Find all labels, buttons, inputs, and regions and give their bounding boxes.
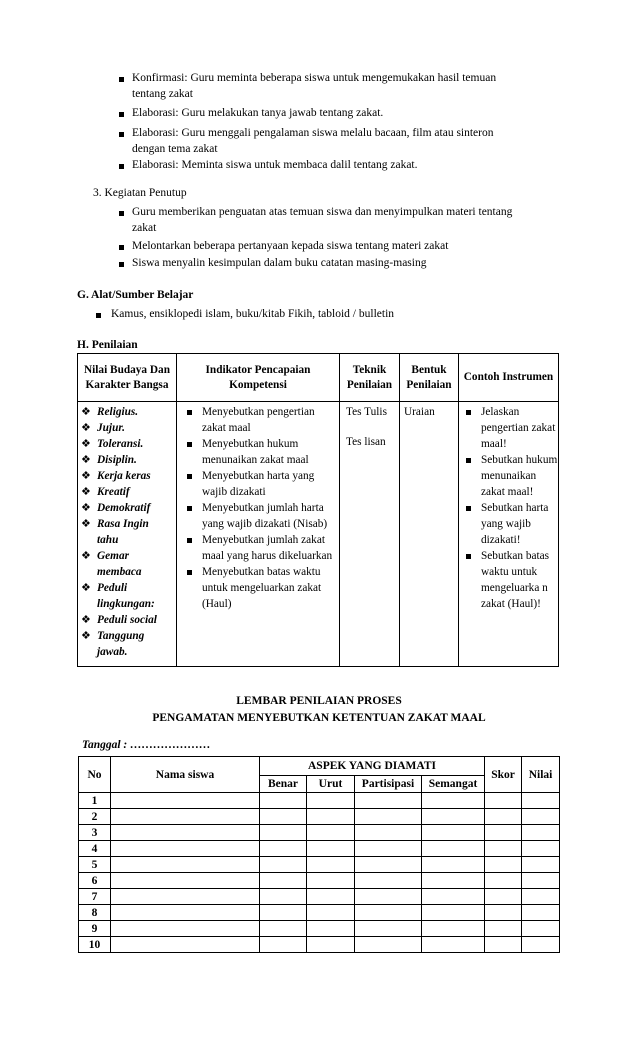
row-number: 6 <box>79 873 111 889</box>
penutup-heading: 3. Kegiatan Penutup <box>93 187 187 199</box>
empty-cell <box>307 905 355 921</box>
col-header-aspek: ASPEK YANG DIAMATI <box>260 757 485 776</box>
empty-cell <box>422 809 485 825</box>
diamond-bullet-icon: ❖ <box>81 630 91 642</box>
list-item: Siswa menyalin kesimpulan dalam buku catatan masing-masing <box>132 257 427 269</box>
empty-cell <box>485 841 522 857</box>
diamond-bullet-icon: ❖ <box>81 502 91 514</box>
penilaian-table <box>77 353 559 667</box>
table-row <box>79 905 560 921</box>
empty-cell <box>307 873 355 889</box>
empty-cell <box>422 825 485 841</box>
col-header-no: No <box>79 757 111 793</box>
teknik-item: Tes Tulis <box>346 406 387 418</box>
row-number: 5 <box>79 857 111 873</box>
empty-cell <box>522 841 560 857</box>
contoh-item: Jelaskan pengertian zakat maal! <box>459 404 558 452</box>
empty-cell <box>522 873 560 889</box>
list-item: Elaborasi: Meminta siswa untuk membaca dalil tentang zakat. <box>132 159 418 171</box>
contoh-cell <box>459 402 559 667</box>
empty-cell <box>522 809 560 825</box>
nilai-item: ❖ Rasa Ingin tahu <box>81 518 149 546</box>
bullet-icon <box>119 262 124 267</box>
contoh-item: Sebutkan batas waktu untuk mengeluarka n zakat (Haul)! <box>459 548 558 612</box>
empty-cell <box>307 825 355 841</box>
empty-cell <box>522 857 560 873</box>
empty-cell <box>111 905 260 921</box>
diamond-bullet-icon: ❖ <box>81 614 91 626</box>
table-row <box>79 873 560 889</box>
nilai-item: ❖ Peduli lingkungan: <box>81 582 155 610</box>
empty-cell <box>422 889 485 905</box>
diamond-bullet-icon: ❖ <box>81 470 91 482</box>
col-header-bentuk: Bentuk Penilaian <box>400 354 459 402</box>
empty-cell <box>307 921 355 937</box>
empty-cell <box>355 825 422 841</box>
bullet-icon <box>466 554 471 559</box>
empty-cell <box>355 793 422 809</box>
row-number: 10 <box>79 937 111 953</box>
empty-cell <box>522 937 560 953</box>
section-g-heading: G. Alat/Sumber Belajar <box>77 289 194 301</box>
bullet-icon <box>119 164 124 169</box>
diamond-bullet-icon: ❖ <box>81 582 91 594</box>
indikator-item: Menyebutkan pengertian zakat maal <box>177 404 336 436</box>
col-header-contoh: Contoh Instrumen <box>459 354 559 402</box>
col-header-indikator: Indikator Pencapaian Kompetensi <box>177 354 340 402</box>
nilai-item: ❖ Religius. <box>81 406 139 418</box>
empty-cell <box>355 857 422 873</box>
empty-cell <box>111 841 260 857</box>
empty-cell <box>422 937 485 953</box>
empty-cell <box>422 921 485 937</box>
empty-cell <box>485 857 522 873</box>
empty-cell <box>260 921 307 937</box>
table-row <box>79 889 560 905</box>
empty-cell <box>260 889 307 905</box>
col-header-teknik: Teknik Penilaian <box>340 354 400 402</box>
row-number: 8 <box>79 905 111 921</box>
empty-cell <box>111 825 260 841</box>
section-h-heading: H. Penilaian <box>77 339 138 351</box>
list-item: Melontarkan beberapa pertanyaan kepada siswa tentang materi zakat <box>132 240 449 252</box>
table-row <box>79 921 560 937</box>
nilai-item: ❖ Demokratif <box>81 502 151 514</box>
bullet-icon <box>96 313 101 318</box>
table-row <box>79 809 560 825</box>
contoh-item: Sebutkan hukum menunaikan zakat maal! <box>459 452 558 500</box>
indikator-cell <box>177 402 340 667</box>
teknik-cell <box>340 402 400 667</box>
row-number: 7 <box>79 889 111 905</box>
nilai-item: ❖ Kerja keras <box>81 470 151 482</box>
bullet-icon <box>466 410 471 415</box>
col-header-nama: Nama siswa <box>111 757 260 793</box>
diamond-bullet-icon: ❖ <box>81 406 91 418</box>
empty-cell <box>307 841 355 857</box>
empty-cell <box>522 905 560 921</box>
empty-cell <box>485 809 522 825</box>
empty-cell <box>485 937 522 953</box>
diamond-bullet-icon: ❖ <box>81 550 91 562</box>
empty-cell <box>260 873 307 889</box>
list-item-continuation: zakat <box>132 222 157 234</box>
bentuk-value: Uraian <box>404 406 435 418</box>
empty-cell <box>111 793 260 809</box>
empty-cell <box>260 793 307 809</box>
nilai-item: ❖ Toleransi. <box>81 438 144 450</box>
empty-cell <box>260 857 307 873</box>
nilai-cell <box>78 402 177 667</box>
pengamatan-table <box>78 756 560 953</box>
empty-cell <box>422 857 485 873</box>
empty-cell <box>307 857 355 873</box>
empty-cell <box>307 937 355 953</box>
list-item: Elaborasi: Guru menggali pengalaman siswa melalu bacaan, film atau sinteron <box>132 127 494 139</box>
teknik-item: Tes lisan <box>346 436 386 448</box>
nilai-item: ❖ Gemar membaca <box>81 550 142 578</box>
bullet-icon <box>466 458 471 463</box>
col-header-skor: Skor <box>485 757 522 793</box>
col-header-urut: Urut <box>307 776 355 793</box>
table-row <box>79 841 560 857</box>
empty-cell <box>111 921 260 937</box>
list-item-continuation: dengan tema zakat <box>132 143 218 155</box>
empty-cell <box>485 921 522 937</box>
empty-cell <box>485 793 522 809</box>
empty-cell <box>260 809 307 825</box>
list-item-continuation: tentang zakat <box>132 88 193 100</box>
row-number: 1 <box>79 793 111 809</box>
empty-cell <box>260 825 307 841</box>
empty-cell <box>522 793 560 809</box>
bullet-icon <box>187 442 192 447</box>
empty-cell <box>485 825 522 841</box>
indikator-item: Menyebutkan jumlah harta yang wajib dizakati (Nisab) <box>177 500 336 532</box>
bullet-icon <box>466 506 471 511</box>
nilai-item: ❖ Peduli social <box>81 614 157 626</box>
bullet-icon <box>187 538 192 543</box>
col-header-semangat: Semangat <box>422 776 485 793</box>
bentuk-cell <box>400 402 459 667</box>
nilai-item: ❖ Disiplin. <box>81 454 137 466</box>
bullet-icon <box>187 474 192 479</box>
table-row <box>79 937 560 953</box>
empty-cell <box>422 905 485 921</box>
table-row <box>79 793 560 809</box>
indikator-item: Menyebutkan jumlah zakat maal yang harus dikeluarkan <box>177 532 336 564</box>
bullet-icon <box>187 570 192 575</box>
empty-cell <box>422 873 485 889</box>
list-item: Guru memberikan penguatan atas temuan siswa dan menyimpulkan materi tentang <box>132 206 513 218</box>
indikator-item: Menyebutkan hukum menunaikan zakat maal <box>177 436 336 468</box>
empty-cell <box>355 937 422 953</box>
bullet-icon <box>187 506 192 511</box>
empty-cell <box>355 841 422 857</box>
tanggal-label: Tanggal : ………………… <box>82 739 211 751</box>
col-header-partisipasi: Partisipasi <box>355 776 422 793</box>
nilai-item: ❖ Jujur. <box>81 422 125 434</box>
empty-cell <box>422 793 485 809</box>
diamond-bullet-icon: ❖ <box>81 422 91 434</box>
section-g-item: Kamus, ensiklopedi islam, buku/kitab Fikih, tabloid / bulletin <box>111 308 395 320</box>
empty-cell <box>307 809 355 825</box>
diamond-bullet-icon: ❖ <box>81 438 91 450</box>
empty-cell <box>522 921 560 937</box>
empty-cell <box>111 857 260 873</box>
empty-cell <box>260 841 307 857</box>
table-row <box>79 825 560 841</box>
indikator-item: Menyebutkan harta yang wajib dizakati <box>177 468 336 500</box>
bullet-icon <box>119 112 124 117</box>
empty-cell <box>485 873 522 889</box>
col-header-nilai: Nilai <box>522 757 560 793</box>
col-header-benar: Benar <box>260 776 307 793</box>
empty-cell <box>422 841 485 857</box>
empty-cell <box>111 873 260 889</box>
empty-cell <box>355 809 422 825</box>
table-row <box>79 857 560 873</box>
indikator-item: Menyebutkan batas waktu untuk mengeluarkan zakat (Haul) <box>177 564 336 612</box>
bullet-icon <box>187 410 192 415</box>
lembar-title: LEMBAR PENILAIAN PROSES <box>236 695 402 707</box>
empty-cell <box>260 905 307 921</box>
diamond-bullet-icon: ❖ <box>81 518 91 530</box>
bullet-icon <box>119 77 124 82</box>
empty-cell <box>111 937 260 953</box>
col-header-nilai: Nilai Budaya Dan Karakter Bangsa <box>78 354 177 402</box>
empty-cell <box>355 921 422 937</box>
empty-cell <box>111 809 260 825</box>
bullet-icon <box>119 132 124 137</box>
empty-cell <box>485 905 522 921</box>
empty-cell <box>355 905 422 921</box>
empty-cell <box>111 889 260 905</box>
diamond-bullet-icon: ❖ <box>81 486 91 498</box>
contoh-item: Sebutkan harta yang wajib dizakati! <box>459 500 558 548</box>
nilai-item: ❖ Tanggung jawab. <box>81 630 145 658</box>
bullet-icon <box>119 211 124 216</box>
empty-cell <box>355 873 422 889</box>
diamond-bullet-icon: ❖ <box>81 454 91 466</box>
empty-cell <box>522 889 560 905</box>
row-number: 9 <box>79 921 111 937</box>
empty-cell <box>260 937 307 953</box>
row-number: 4 <box>79 841 111 857</box>
list-item: Elaborasi: Guru melakukan tanya jawab tentang zakat. <box>132 107 384 119</box>
bullet-icon <box>119 245 124 250</box>
empty-cell <box>307 793 355 809</box>
row-number: 2 <box>79 809 111 825</box>
empty-cell <box>485 889 522 905</box>
list-item: Konfirmasi: Guru meminta beberapa siswa untuk mengemukakan hasil temuan <box>132 72 497 84</box>
nilai-item: ❖ Kreatif <box>81 486 130 498</box>
empty-cell <box>307 889 355 905</box>
empty-cell <box>522 825 560 841</box>
empty-cell <box>355 889 422 905</box>
lembar-subtitle: PENGAMATAN MENYEBUTKAN KETENTUAN ZAKAT MAAL <box>152 712 486 724</box>
row-number: 3 <box>79 825 111 841</box>
